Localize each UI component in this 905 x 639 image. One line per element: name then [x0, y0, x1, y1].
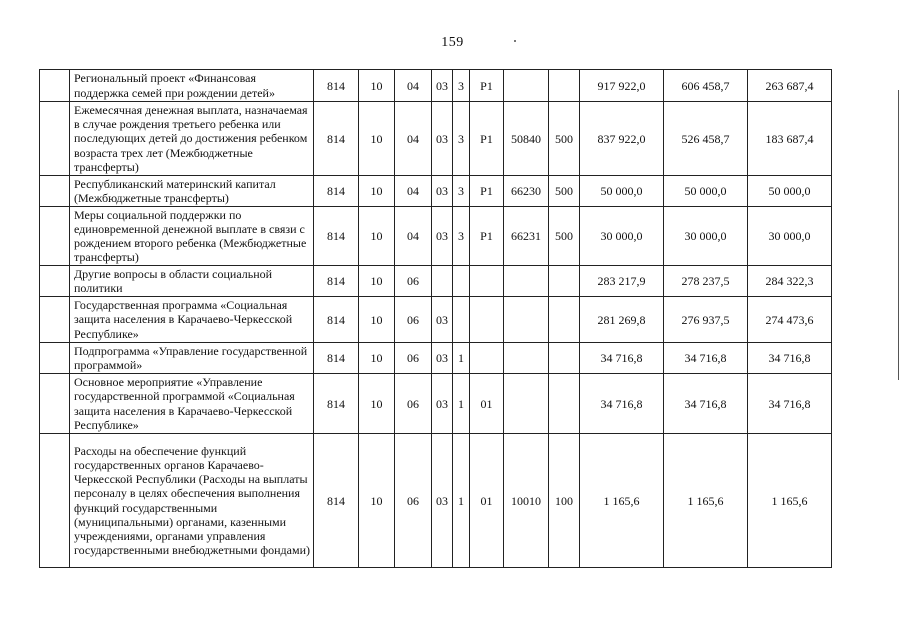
event-cell: [470, 297, 504, 343]
event-cell: 01: [470, 434, 504, 568]
sum-year2-cell: 50 000,0: [664, 176, 748, 207]
blank-cell: [40, 176, 70, 207]
subsection-cell: 06: [395, 297, 432, 343]
section-cell: 10: [359, 102, 395, 176]
section-cell: 10: [359, 374, 395, 434]
subprogram-cell: 1: [453, 434, 470, 568]
blank-cell: [40, 297, 70, 343]
grbs-cell: 814: [314, 343, 359, 374]
direction-cell: [504, 343, 549, 374]
subsection-cell: 06: [395, 343, 432, 374]
sum-year1-cell: 1 165,6: [580, 434, 664, 568]
name-cell: Основное мероприятие «Управление государственной программой «Социальная защита населения в Карачаево-Черкесской Республике»: [70, 374, 314, 434]
blank-cell: [40, 70, 70, 102]
program-cell: 03: [432, 374, 453, 434]
table-row: [40, 176, 832, 207]
grbs-cell: 814: [314, 434, 359, 568]
program-cell: 03: [432, 102, 453, 176]
sum-year2-cell: 34 716,8: [664, 374, 748, 434]
event-cell: P1: [470, 176, 504, 207]
program-cell: 03: [432, 207, 453, 266]
table-row: [40, 434, 832, 568]
sum-year3-cell: 30 000,0: [748, 207, 832, 266]
program-cell: 03: [432, 70, 453, 102]
direction-cell: 66230: [504, 176, 549, 207]
sum-year2-cell: 30 000,0: [664, 207, 748, 266]
subprogram-cell: 3: [453, 176, 470, 207]
subsection-cell: 04: [395, 176, 432, 207]
name-cell: Меры социальной поддержки по единовременной денежной выплате в связи с рождением второго ребенка (Межбюджетные трансферты): [70, 207, 314, 266]
budget-table: [39, 69, 832, 568]
subprogram-cell: 1: [453, 374, 470, 434]
grbs-cell: 814: [314, 297, 359, 343]
sum-year1-cell: 837 922,0: [580, 102, 664, 176]
sum-year3-cell: 34 716,8: [748, 374, 832, 434]
blank-cell: [40, 434, 70, 568]
name-cell: Другие вопросы в области социальной политики: [70, 266, 314, 297]
event-cell: P1: [470, 207, 504, 266]
expense-type-cell: [549, 266, 580, 297]
expense-type-cell: 500: [549, 207, 580, 266]
subprogram-cell: 3: [453, 102, 470, 176]
sum-year3-cell: 263 687,4: [748, 70, 832, 102]
grbs-cell: 814: [314, 102, 359, 176]
sum-year2-cell: 526 458,7: [664, 102, 748, 176]
subsection-cell: 06: [395, 374, 432, 434]
direction-cell: 50840: [504, 102, 549, 176]
section-cell: 10: [359, 70, 395, 102]
sum-year2-cell: 278 237,5: [664, 266, 748, 297]
section-cell: 10: [359, 266, 395, 297]
grbs-cell: 814: [314, 176, 359, 207]
expense-type-cell: [549, 297, 580, 343]
table-row: [40, 266, 832, 297]
table-row: [40, 343, 832, 374]
sum-year3-cell: 274 473,6: [748, 297, 832, 343]
direction-cell: [504, 266, 549, 297]
direction-cell: 10010: [504, 434, 549, 568]
subsection-cell: 06: [395, 266, 432, 297]
direction-cell: [504, 70, 549, 102]
name-cell: Ежемесячная денежная выплата, назначаемая в случае рождения третьего ребенка или последующих детей до достижения ребенком возраста трех лет (Межбюджетные трансферты): [70, 102, 314, 176]
expense-type-cell: [549, 70, 580, 102]
table-row: [40, 374, 832, 434]
grbs-cell: 814: [314, 207, 359, 266]
sum-year1-cell: 50 000,0: [580, 176, 664, 207]
subsection-cell: 04: [395, 70, 432, 102]
subsection-cell: 04: [395, 102, 432, 176]
program-cell: [432, 266, 453, 297]
program-cell: 03: [432, 343, 453, 374]
blank-cell: [40, 102, 70, 176]
direction-cell: [504, 374, 549, 434]
expense-type-cell: 500: [549, 176, 580, 207]
sum-year3-cell: 34 716,8: [748, 343, 832, 374]
program-cell: 03: [432, 297, 453, 343]
sum-year3-cell: 183 687,4: [748, 102, 832, 176]
name-cell: Государственная программа «Социальная защита населения в Карачаево-Черкесской Республике»: [70, 297, 314, 343]
section-cell: 10: [359, 297, 395, 343]
blank-cell: [40, 266, 70, 297]
subprogram-cell: 1: [453, 343, 470, 374]
sum-year1-cell: 283 217,9: [580, 266, 664, 297]
scan-speck: [514, 40, 516, 42]
table-row: [40, 207, 832, 266]
sum-year3-cell: 1 165,6: [748, 434, 832, 568]
event-cell: P1: [470, 102, 504, 176]
section-cell: 10: [359, 176, 395, 207]
program-cell: 03: [432, 434, 453, 568]
sum-year2-cell: 606 458,7: [664, 70, 748, 102]
subprogram-cell: 3: [453, 70, 470, 102]
program-cell: 03: [432, 176, 453, 207]
sum-year1-cell: 281 269,8: [580, 297, 664, 343]
table-row: [40, 102, 832, 176]
table-body: [40, 70, 832, 568]
subprogram-cell: [453, 297, 470, 343]
sum-year3-cell: 50 000,0: [748, 176, 832, 207]
expense-type-cell: [549, 343, 580, 374]
table-row: [40, 297, 832, 343]
expense-type-cell: 500: [549, 102, 580, 176]
name-cell: Подпрограмма «Управление государственной программой»: [70, 343, 314, 374]
grbs-cell: 814: [314, 266, 359, 297]
section-cell: 10: [359, 207, 395, 266]
subprogram-cell: 3: [453, 207, 470, 266]
blank-cell: [40, 374, 70, 434]
name-cell: Республиканский материнский капитал (Межбюджетные трансферты): [70, 176, 314, 207]
direction-cell: [504, 297, 549, 343]
sum-year3-cell: 284 322,3: [748, 266, 832, 297]
blank-cell: [40, 207, 70, 266]
sum-year1-cell: 917 922,0: [580, 70, 664, 102]
page-number: 159: [441, 35, 464, 50]
name-cell: Расходы на обеспечение функций государственных органов Карачаево-Черкесской Республики (Расходы на выплаты персоналу в целях обеспечения выполнения функций государственными (муниципальными) органами, казенными учреждениями, органами управления государственными внебюджетными фондами): [70, 434, 314, 568]
subprogram-cell: [453, 266, 470, 297]
section-cell: 10: [359, 434, 395, 568]
sum-year1-cell: 34 716,8: [580, 374, 664, 434]
sum-year1-cell: 34 716,8: [580, 343, 664, 374]
name-cell: Региональный проект «Финансовая поддержка семей при рождении детей»: [70, 70, 314, 102]
grbs-cell: 814: [314, 70, 359, 102]
event-cell: 01: [470, 374, 504, 434]
event-cell: [470, 343, 504, 374]
sum-year2-cell: 276 937,5: [664, 297, 748, 343]
event-cell: P1: [470, 70, 504, 102]
subsection-cell: 04: [395, 207, 432, 266]
table-row: [40, 70, 832, 102]
expense-type-cell: 100: [549, 434, 580, 568]
sum-year2-cell: 34 716,8: [664, 343, 748, 374]
direction-cell: 66231: [504, 207, 549, 266]
subsection-cell: 06: [395, 434, 432, 568]
blank-cell: [40, 343, 70, 374]
grbs-cell: 814: [314, 374, 359, 434]
page-edge-mark: [898, 90, 899, 380]
sum-year1-cell: 30 000,0: [580, 207, 664, 266]
section-cell: 10: [359, 343, 395, 374]
event-cell: [470, 266, 504, 297]
sum-year2-cell: 1 165,6: [664, 434, 748, 568]
expense-type-cell: [549, 374, 580, 434]
